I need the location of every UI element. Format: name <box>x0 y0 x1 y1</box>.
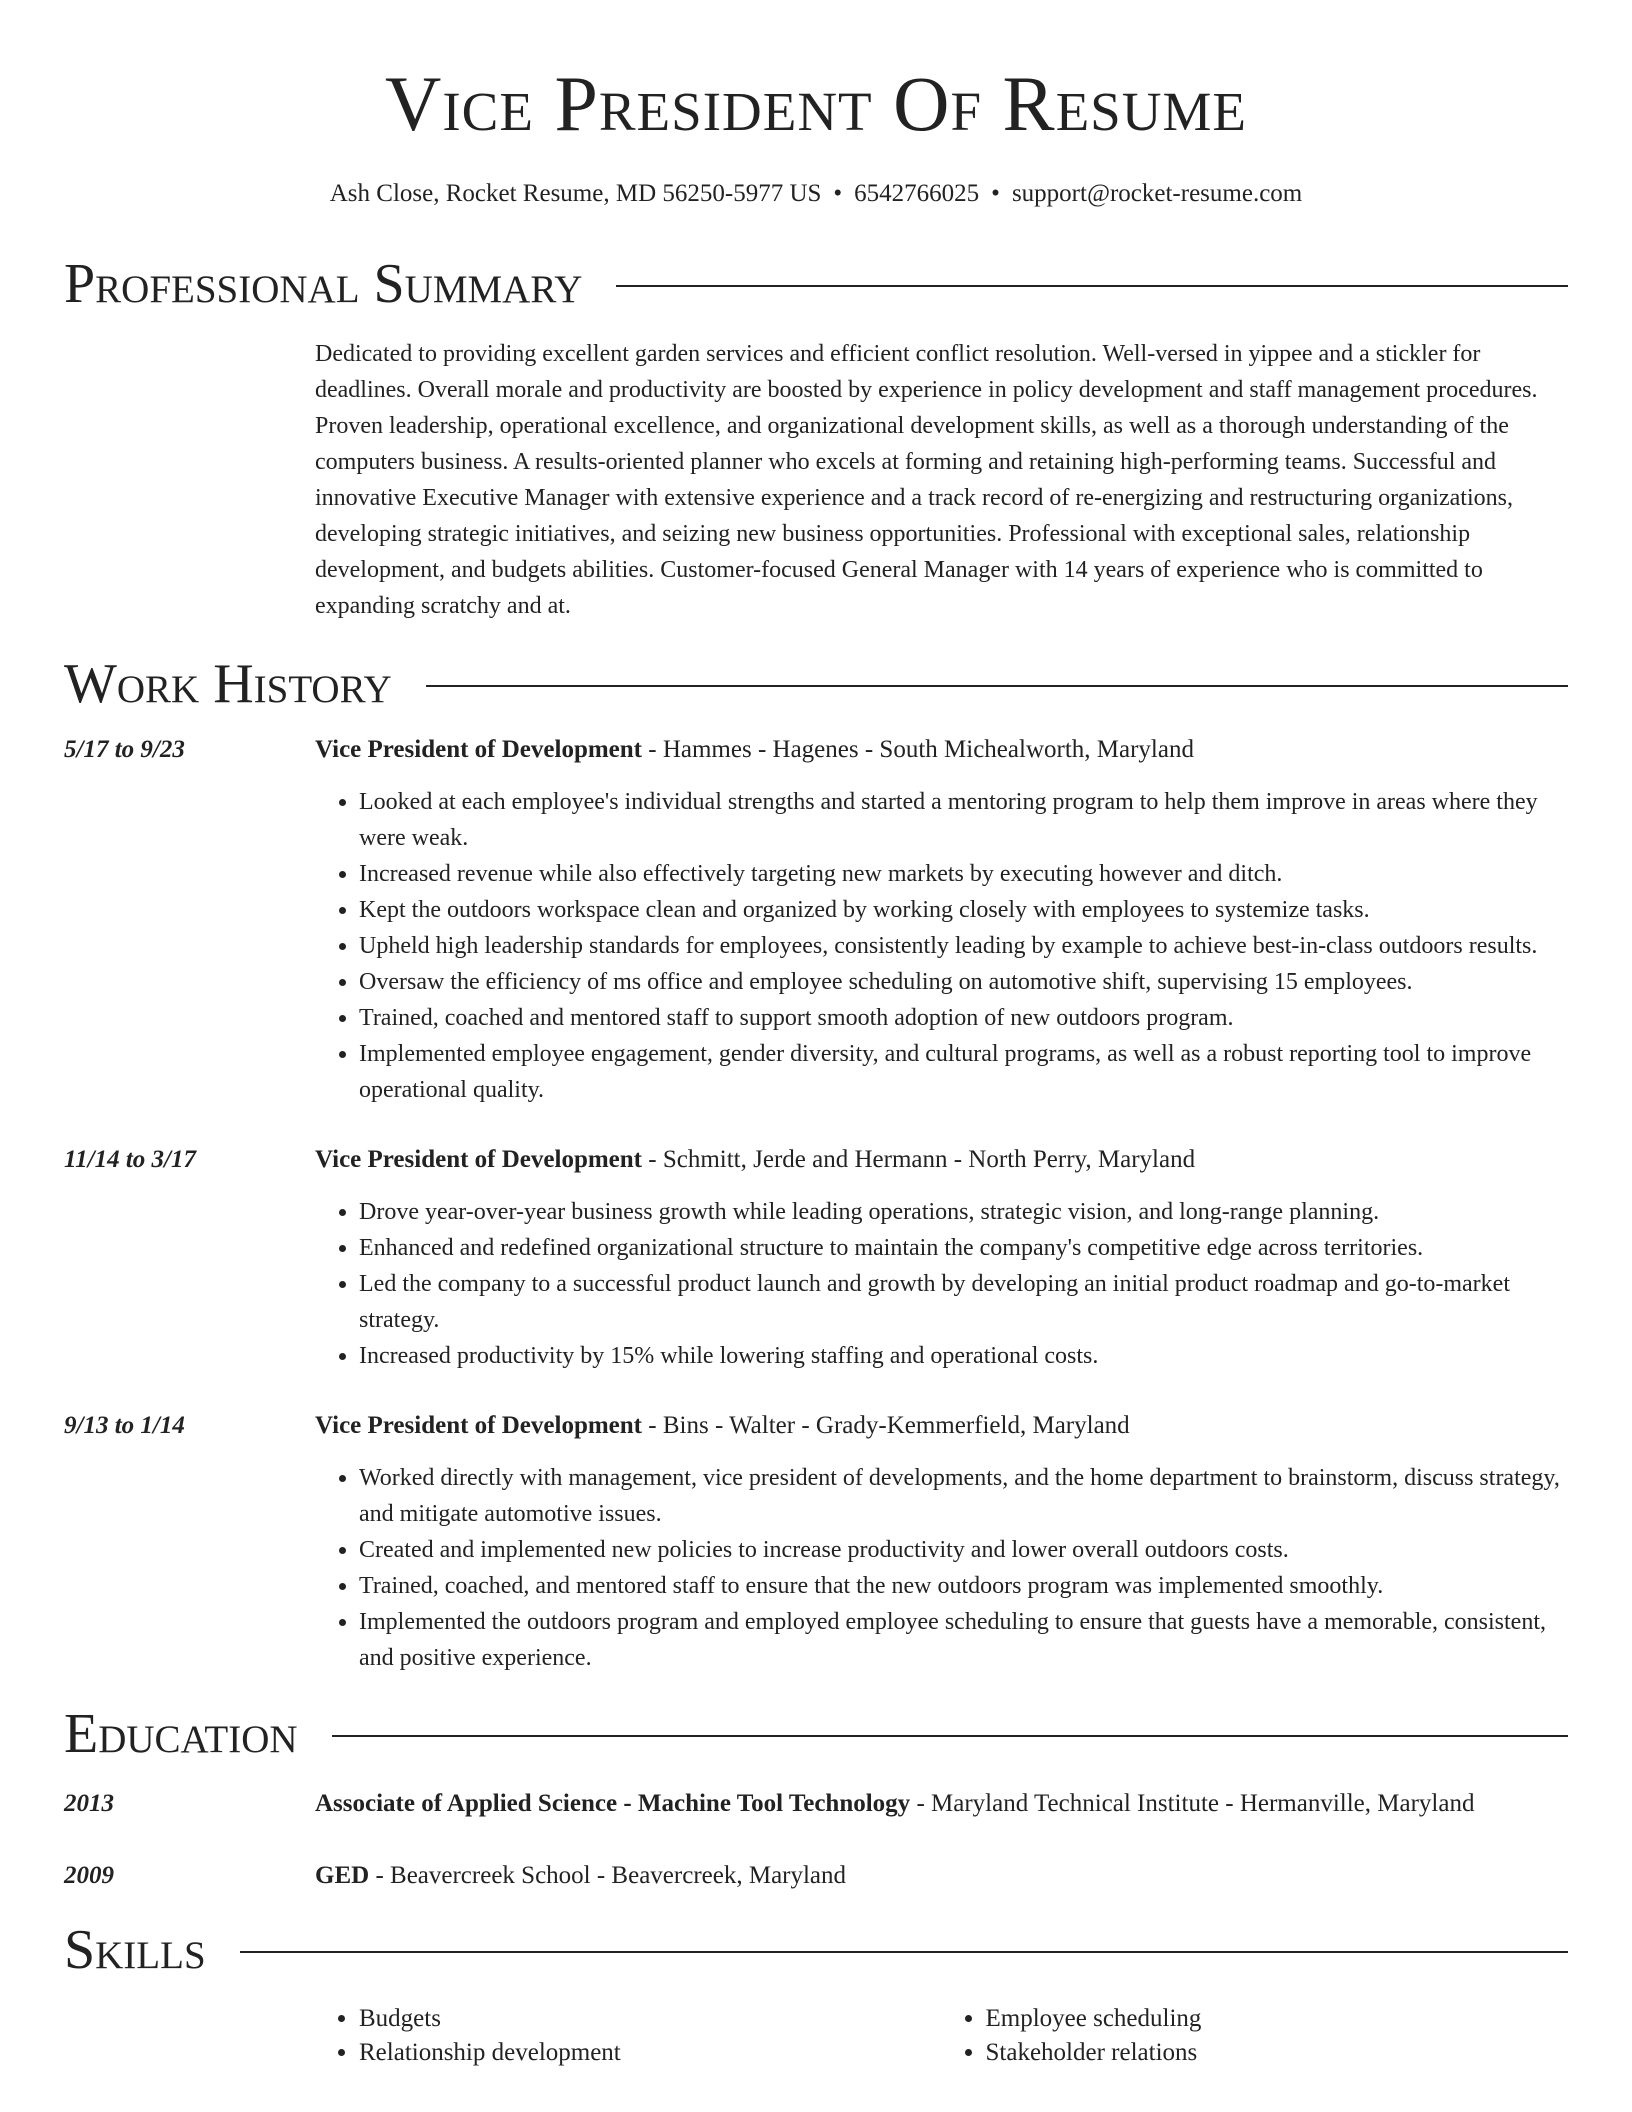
contact-separator: • <box>991 180 1000 207</box>
education-degree: Associate of Applied Science - Machine Tool Technology <box>315 1790 911 1817</box>
job-title: Vice President of Development <box>315 736 643 763</box>
education-section-header <box>64 1704 1568 1764</box>
education-entry <box>64 1786 1568 1822</box>
section-divider <box>616 285 1568 287</box>
education-school: - Beavercreek School - Beavercreek, Maryland <box>369 1862 847 1889</box>
job-entry <box>64 1142 1568 1374</box>
job-bullet: • Led the company to a successful product launch and growth by developing an initial product roadmap and go-to-market strategy. <box>359 1266 1568 1338</box>
summary-text: Dedicated to providing excellent garden services and efficient conflict resolution. Well-versed in yippee and a stickler for deadlines. Overall morale and productivity are boosted by experience in policy development and staff management procedures. Proven leadership, operational excellence, and organizational development skills, as well as a thorough understanding of the computers business. A results-oriented planner who excels at forming and retaining high-performing teams. Successful and innovative Executive Manager with extensive experience and a track record of re-energizing and restructuring organizations, developing strategic initiatives, and seizing new business opportunities. Professional with exceptional sales, relationship development, and budgets abilities. Customer-focused General Manager with 14 years of experience who is committed to expanding scratchy and at. <box>315 341 1538 619</box>
skills-list <box>64 2002 1568 2070</box>
education-degree: GED <box>315 1862 370 1889</box>
skill-item: • Stakeholder relations <box>986 2036 1569 2070</box>
job-bullet: • Upheld high leadership standards for employees, consistently leading by example to achieve best-in-class outdoors results. <box>359 928 1568 964</box>
job-bullet: • Created and implemented new policies to increase productivity and lower overall outdoors costs. <box>359 1532 1568 1568</box>
job-entry <box>64 732 1568 1108</box>
job-body <box>315 1408 1568 1676</box>
education-year: 2009 <box>64 1862 114 1889</box>
job-bullet: • Drove year-over-year business growth while leading operations, strategic vision, and long-range planning. <box>359 1194 1568 1230</box>
job-dates: 11/14 to 3/17 <box>64 1146 196 1173</box>
skill-item: • Budgets <box>359 2002 942 2036</box>
job-bullet: • Trained, coached, and mentored staff to ensure that the new outdoors program was implemented smoothly. <box>359 1568 1568 1604</box>
contact-email: support@rocket-resume.com <box>1011 180 1303 207</box>
job-body <box>315 732 1568 1108</box>
job-dates: 9/13 to 1/14 <box>64 1412 185 1439</box>
resume-name: Vice President Of Resume <box>385 60 1247 147</box>
job-body <box>315 1142 1568 1374</box>
job-entry <box>64 1408 1568 1676</box>
section-divider <box>426 685 1568 687</box>
job-bullet: • Implemented the outdoors program and employed employee scheduling to ensure that guests have a memorable, consistent, and positive experience. <box>359 1604 1568 1676</box>
job-bullet: • Looked at each employee's individual strengths and started a mentoring program to help them improve in areas where they were weak. <box>359 784 1568 856</box>
skills-column-right <box>942 2002 1569 2070</box>
education-entry <box>64 1858 1568 1894</box>
job-bullet: • Worked directly with management, vice president of developments, and the home department to brainstorm, discuss strategy, and mitigate automotive issues. <box>359 1460 1568 1532</box>
job-bullet: • Increased revenue while also effectively targeting new markets by executing however and ditch. <box>359 856 1568 892</box>
job-title: Vice President of Development <box>315 1412 643 1439</box>
work-heading: Work History <box>64 653 392 715</box>
education-heading: Education <box>64 1703 298 1765</box>
summary-section-header <box>64 254 1568 314</box>
job-bullet: • Increased productivity by 15% while lowering staffing and operational costs. <box>359 1338 1568 1374</box>
contact-line <box>64 178 1568 210</box>
education-school: - Maryland Technical Institute - Hermanville, Maryland <box>910 1790 1475 1817</box>
job-title-line <box>315 1408 1568 1444</box>
job-bullets <box>315 1460 1568 1676</box>
job-bullets <box>315 1194 1568 1374</box>
section-divider <box>240 1951 1568 1953</box>
skills-section-header <box>64 1920 1568 1980</box>
job-bullet: • Enhanced and redefined organizational structure to maintain the company's competitive edge across territories. <box>359 1230 1568 1266</box>
job-bullet: • Oversaw the efficiency of ms office and employee scheduling on automotive shift, supervising 15 employees. <box>359 964 1568 1000</box>
summary-row <box>64 336 1568 624</box>
summary-heading: Professional Summary <box>64 253 583 315</box>
job-bullets <box>315 784 1568 1108</box>
section-divider <box>332 1735 1568 1737</box>
skill-item: • Relationship development <box>359 2036 942 2070</box>
contact-separator: • <box>833 180 843 207</box>
job-bullet: • Trained, coached and mentored staff to support smooth adoption of new outdoors program. <box>359 1000 1568 1036</box>
job-bullet: • Kept the outdoors workspace clean and organized by working closely with employees to systemize tasks. <box>359 892 1568 928</box>
contact-address: Ash Close, Rocket Resume, MD 56250-5977 US <box>329 180 822 207</box>
education-body <box>315 1786 1568 1822</box>
job-title-line <box>315 732 1568 768</box>
education-year: 2013 <box>64 1790 114 1817</box>
job-dates: 5/17 to 9/23 <box>64 736 185 763</box>
education-body <box>315 1858 1568 1894</box>
job-employer: - Schmitt, Jerde and Hermann - North Perry, Maryland <box>642 1146 1196 1173</box>
contact-phone: 6542766025 <box>854 180 980 207</box>
work-section-header <box>64 654 1568 714</box>
skills-column-left <box>315 2002 942 2070</box>
job-title-line <box>315 1142 1568 1178</box>
job-title: Vice President of Development <box>315 1146 643 1173</box>
job-employer: - Hammes - Hagenes - South Michealworth, Maryland <box>642 736 1194 763</box>
skill-item: • Employee scheduling <box>986 2002 1569 2036</box>
skills-heading: Skills <box>64 1919 206 1981</box>
job-bullet: • Implemented employee engagement, gender diversity, and cultural programs, as well as a robust reporting tool to improve operational quality. <box>359 1036 1568 1108</box>
job-employer: - Bins - Walter - Grady-Kemmerfield, Maryland <box>642 1412 1130 1439</box>
